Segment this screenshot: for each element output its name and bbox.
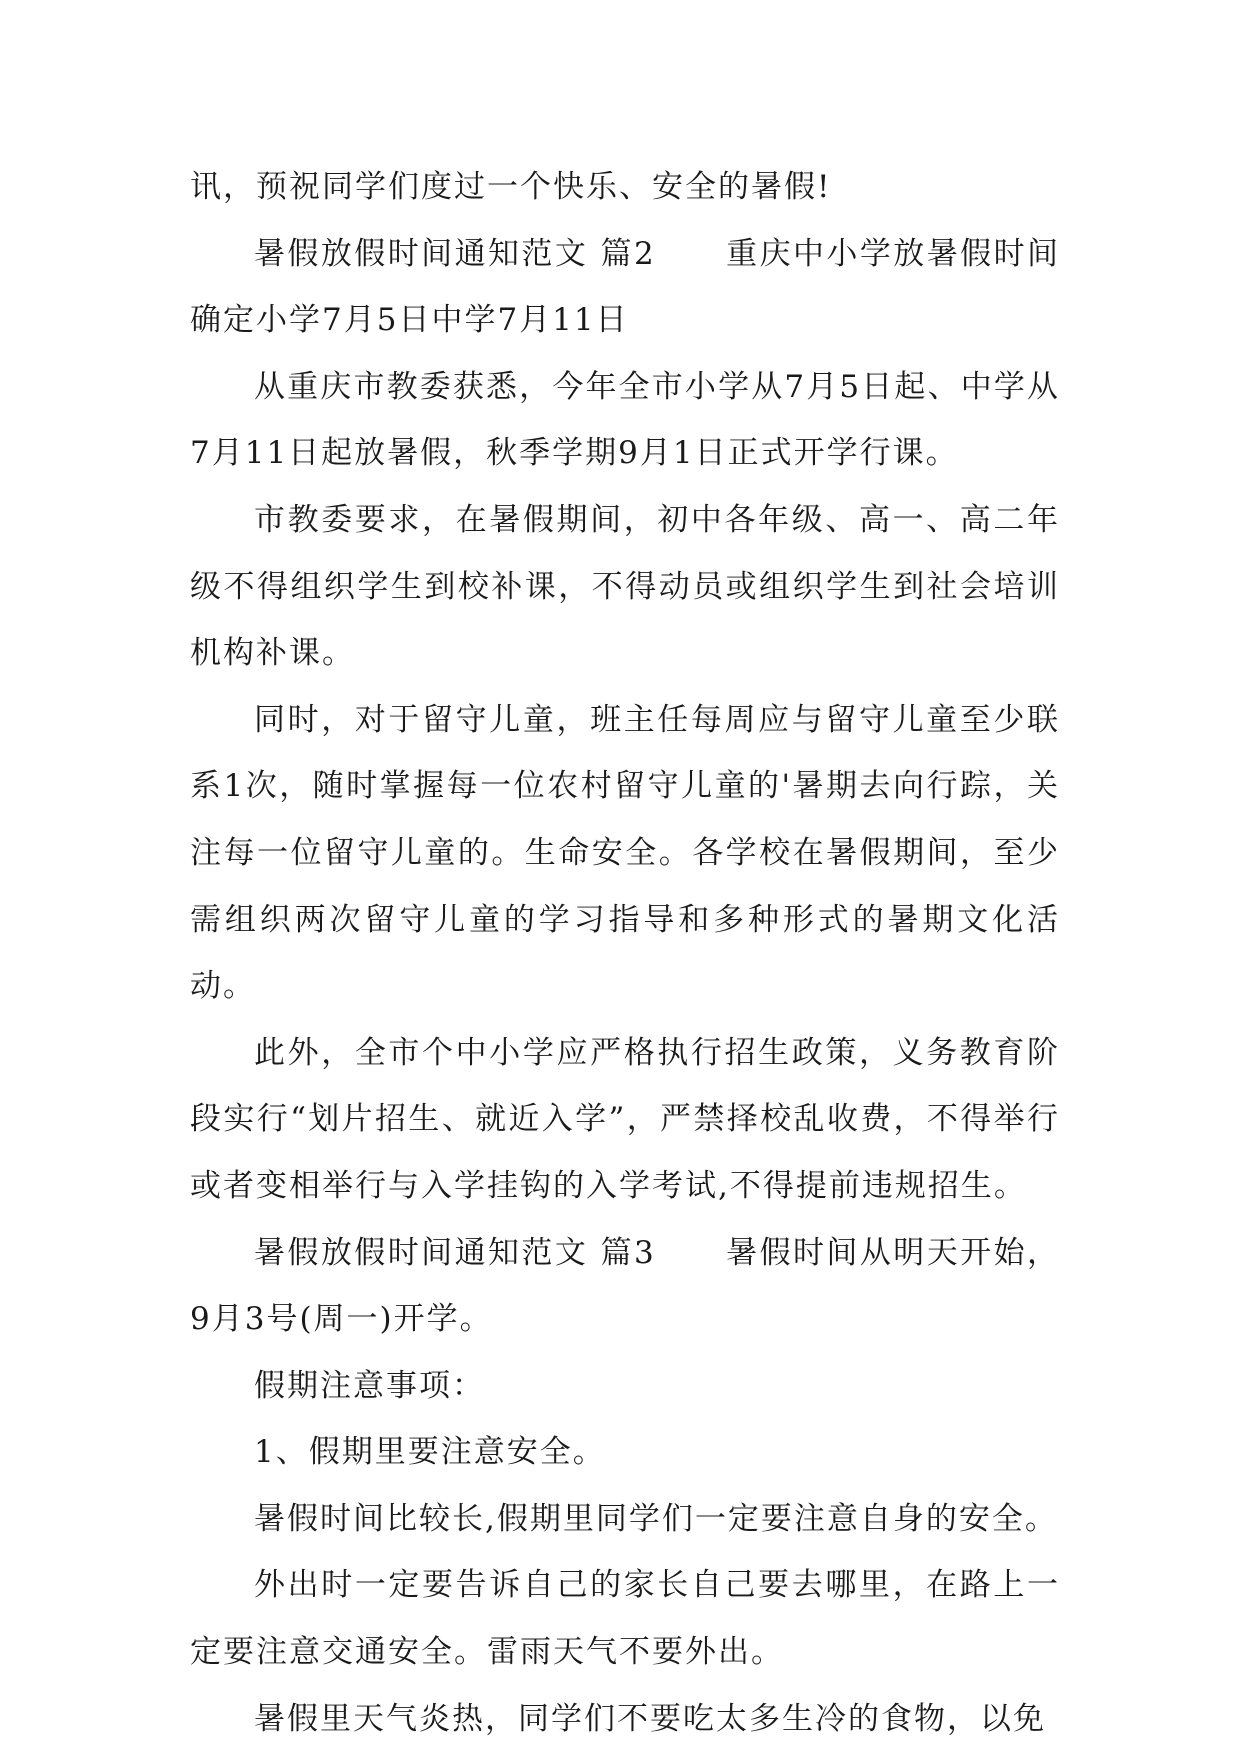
section-heading-paragraph: [190, 221, 1060, 354]
paragraph: 外出时一定要告诉自己的家长自己要去哪里，在路上一定要注意交通安全。雷雨天气不要外出。: [190, 1567, 1060, 1671]
paragraph: 此外，全市个中小学应严格执行招生政策，义务教育阶段实行“划片招生、就近入学”，严禁择校乱收费，不得举行或者变相举行与入学挂钩的入学考试,不得提前违规招生。: [190, 1034, 1060, 1204]
section-heading: 暑假放假时间通知范文 篇2: [254, 235, 656, 272]
paragraph-text: 重庆中小学放暑假时间确定小学7月5日中学7月11日: [190, 235, 1061, 339]
paragraph: 讯，预祝同学们度过一个快乐、安全的暑假!: [190, 169, 832, 205]
paragraph: 暑假时间比较长,假期里同学们一定要注意自身的安全。: [254, 1500, 1058, 1537]
document-body: [190, 154, 1060, 1752]
list-item: 1、假期里要注意安全。: [254, 1434, 606, 1471]
paragraph: 市教委要求，在暑假期间，初中各年级、高一、高二年级不得组织学生到校补课，不得动员或组织学生到社会培训机构补课。: [190, 501, 1060, 672]
paragraph: 从重庆市教委获悉，今年全市小学从7月5日起、中学从7月11日起放暑假，秋季学期9月1日正式开学行课。: [190, 368, 1060, 472]
paragraph: 假期注意事项：: [254, 1367, 485, 1404]
section-heading: 暑假放假时间通知范文 篇3: [254, 1234, 656, 1271]
paragraph: 暑假里天气炎热，同学们不要吃太多生冷的食物，以免: [254, 1700, 1046, 1737]
paragraph-text: 暑假时间从明天开始，9月3号(周一)开学。: [190, 1234, 1061, 1338]
paragraph: 同时，对于留守儿童，班主任每周应与留守儿童至少联系1次，随时掌握每一位农村留守儿童的'暑期去向行踪，关注每一位留守儿童的。生命安全。各学校在暑假期间，至少需组织两次留守儿童的学习指导和多种形式的暑期文化活动。: [190, 701, 1060, 1005]
section-heading-paragraph: [190, 1220, 1060, 1353]
